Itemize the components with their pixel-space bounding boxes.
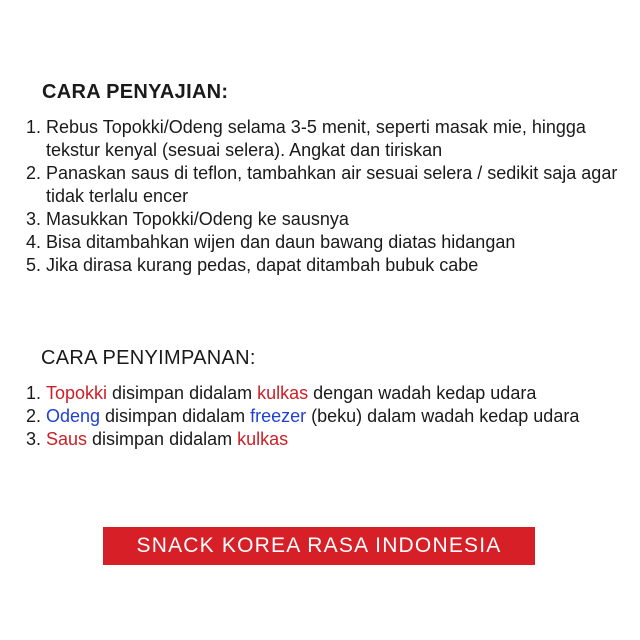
step-number: 5. bbox=[26, 255, 42, 275]
serving-steps-list bbox=[26, 116, 626, 277]
serving-step bbox=[26, 231, 626, 254]
step-phrase: disimpan didalam bbox=[107, 383, 258, 403]
product-name: Odeng bbox=[46, 406, 101, 426]
storage-place: freezer bbox=[250, 406, 307, 426]
step-phrase: disimpan didalam bbox=[87, 429, 238, 449]
serving-step bbox=[26, 254, 626, 277]
storage-place: kulkas bbox=[237, 429, 289, 449]
brand-banner: SNACK KOREA RASA INDONESIA bbox=[103, 527, 535, 565]
serving-step bbox=[26, 208, 626, 231]
storage-step bbox=[26, 405, 626, 428]
step-number: 3. bbox=[26, 429, 42, 449]
step-number: 1. bbox=[26, 383, 42, 403]
serving-step bbox=[26, 162, 626, 208]
storage-place: kulkas bbox=[257, 383, 309, 403]
step-text bbox=[46, 382, 626, 405]
step-phrase-end: dengan wadah kedap udara bbox=[308, 383, 537, 403]
storage-step bbox=[26, 382, 626, 405]
serving-heading: CARA PENYAJIAN: bbox=[42, 81, 229, 103]
serving-step bbox=[26, 116, 626, 162]
product-name: Topokki bbox=[46, 383, 108, 403]
step-text bbox=[46, 428, 626, 451]
step-text: Rebus Topokki/Odeng selama 3-5 menit, seperti masak mie, hingga tekstur kenyal (sesuai selera). Angkat dan tiriskan bbox=[46, 117, 586, 160]
product-name: Saus bbox=[46, 429, 88, 449]
storage-step bbox=[26, 428, 626, 451]
step-number: 2. bbox=[26, 163, 42, 183]
step-phrase: disimpan didalam bbox=[100, 406, 251, 426]
step-number: 1. bbox=[26, 117, 42, 137]
step-number: 2. bbox=[26, 406, 42, 426]
storage-heading: CARA PENYIMPANAN: bbox=[41, 347, 256, 369]
step-number: 4. bbox=[26, 232, 42, 252]
step-number: 3. bbox=[26, 209, 42, 229]
step-text bbox=[46, 405, 626, 428]
step-text: Bisa ditambahkan wijen dan daun bawang diatas hidangan bbox=[46, 232, 516, 252]
step-text: Masukkan Topokki/Odeng ke sausnya bbox=[46, 209, 349, 229]
step-phrase-end: (beku) dalam wadah kedap udara bbox=[306, 406, 580, 426]
storage-steps-list bbox=[26, 382, 626, 451]
step-text: Panaskan saus di teflon, tambahkan air sesuai selera / sedikit saja agar tidak terlalu encer bbox=[46, 163, 618, 206]
step-text: Jika dirasa kurang pedas, dapat ditambah bubuk cabe bbox=[46, 255, 479, 275]
